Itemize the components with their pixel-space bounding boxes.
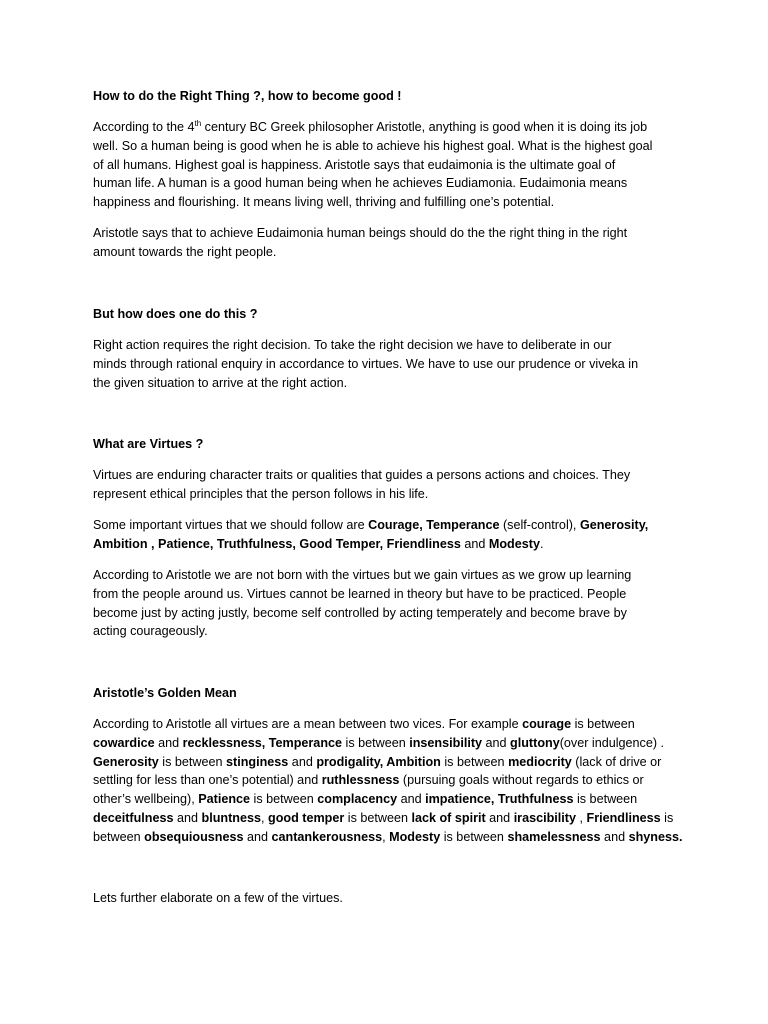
paragraph-elaborate [93, 889, 683, 908]
text-line: human life. A human is a good human being when he achieves Eudiamonia. Eudaimonia means [93, 176, 628, 191]
paragraph-important-virtues [93, 516, 683, 554]
heading-how-does-one: But how does one do this ? [93, 307, 258, 321]
text-line: Generosity is between stinginess and prodigality, Ambition is between mediocrity (lack of drive or [93, 754, 662, 769]
paragraph-gaining-virtues [93, 566, 683, 641]
text-line: Some important virtues that we should follow are Courage, Temperance (self-control), Generosity, [93, 518, 649, 532]
text-line: Virtues are enduring character traits or qualities that guides a persons actions and choices. They [93, 468, 631, 482]
text-line: Aristotle says that to achieve Eudaimonia human beings should do the the right thing in the right [93, 226, 628, 240]
text-line: represent ethical principles that the person follows in his life. [93, 486, 429, 501]
text-line: According to Aristotle we are not born with the virtues but we gain virtues as we grow up learning [93, 568, 632, 582]
text-line: Lets further elaborate on a few of the virtues. [93, 891, 343, 905]
text-line: between obsequiousness and cantankerousness, Modesty is between shamelessness and shyness. [93, 829, 683, 844]
paragraph-eudaimonia [93, 224, 683, 262]
text-line: amount towards the right people. [93, 244, 277, 259]
superscript-th: th [194, 119, 202, 128]
text-line: become just by acting justly, become self controlled by acting temperately and become brave by [93, 605, 627, 620]
paragraph-right-action [93, 336, 683, 392]
heading-right-thing: How to do the Right Thing ?, how to become good ! [93, 89, 402, 103]
text-line: happiness and flourishing. It means living well, thriving and fulfilling one’s potential. [93, 195, 555, 210]
heading-what-are-virtues: What are Virtues ? [93, 437, 204, 451]
text-line: According to the 4th century BC Greek philosopher Aristotle, anything is good when it is doing its job [93, 119, 648, 134]
text-line: cowardice and recklessness, Temperance is between insensibility and gluttony(over indulgence) . [93, 735, 665, 750]
text-line: Ambition , Patience, Truthfulness, Good Temper, Friendliness and Modesty. [93, 536, 544, 551]
paragraph-aristotle-good [93, 118, 683, 212]
paragraph-virtues-definition [93, 466, 683, 504]
text-line: from the people around us. Virtues cannot be learned in theory but have to be practiced. People [93, 586, 627, 601]
text-line: settling for less than one’s potential) and ruthlessness (pursuing goals without regards to ethics or [93, 773, 644, 788]
heading-golden-mean: Aristotle’s Golden Mean [93, 686, 237, 700]
paragraph-golden-mean [93, 715, 683, 847]
text-line: deceitfulness and bluntness, good temper is between lack of spirit and irascibility , Friendliness is [93, 810, 674, 825]
text-line: of all humans. Highest goal is happiness. Aristotle says that eudaimonia is the ultimate goal of [93, 157, 616, 172]
text-line: According to Aristotle all virtues are a mean between two vices. For example courage is between [93, 717, 635, 731]
text-line: well. So a human being is good when he is able to achieve his highest goal. What is the highest goal [93, 138, 653, 153]
text-line: minds through rational enquiry in accordance to virtues. We have to use our prudence or viveka in [93, 356, 639, 371]
text-line: other’s wellbeing), Patience is between complacency and impatience, Truthfulness is between [93, 792, 638, 807]
text-line: Right action requires the right decision. To take the right decision we have to deliberate in our [93, 338, 612, 352]
text-line: the given situation to arrive at the right action. [93, 375, 348, 390]
text-line: acting courageously. [93, 624, 208, 639]
